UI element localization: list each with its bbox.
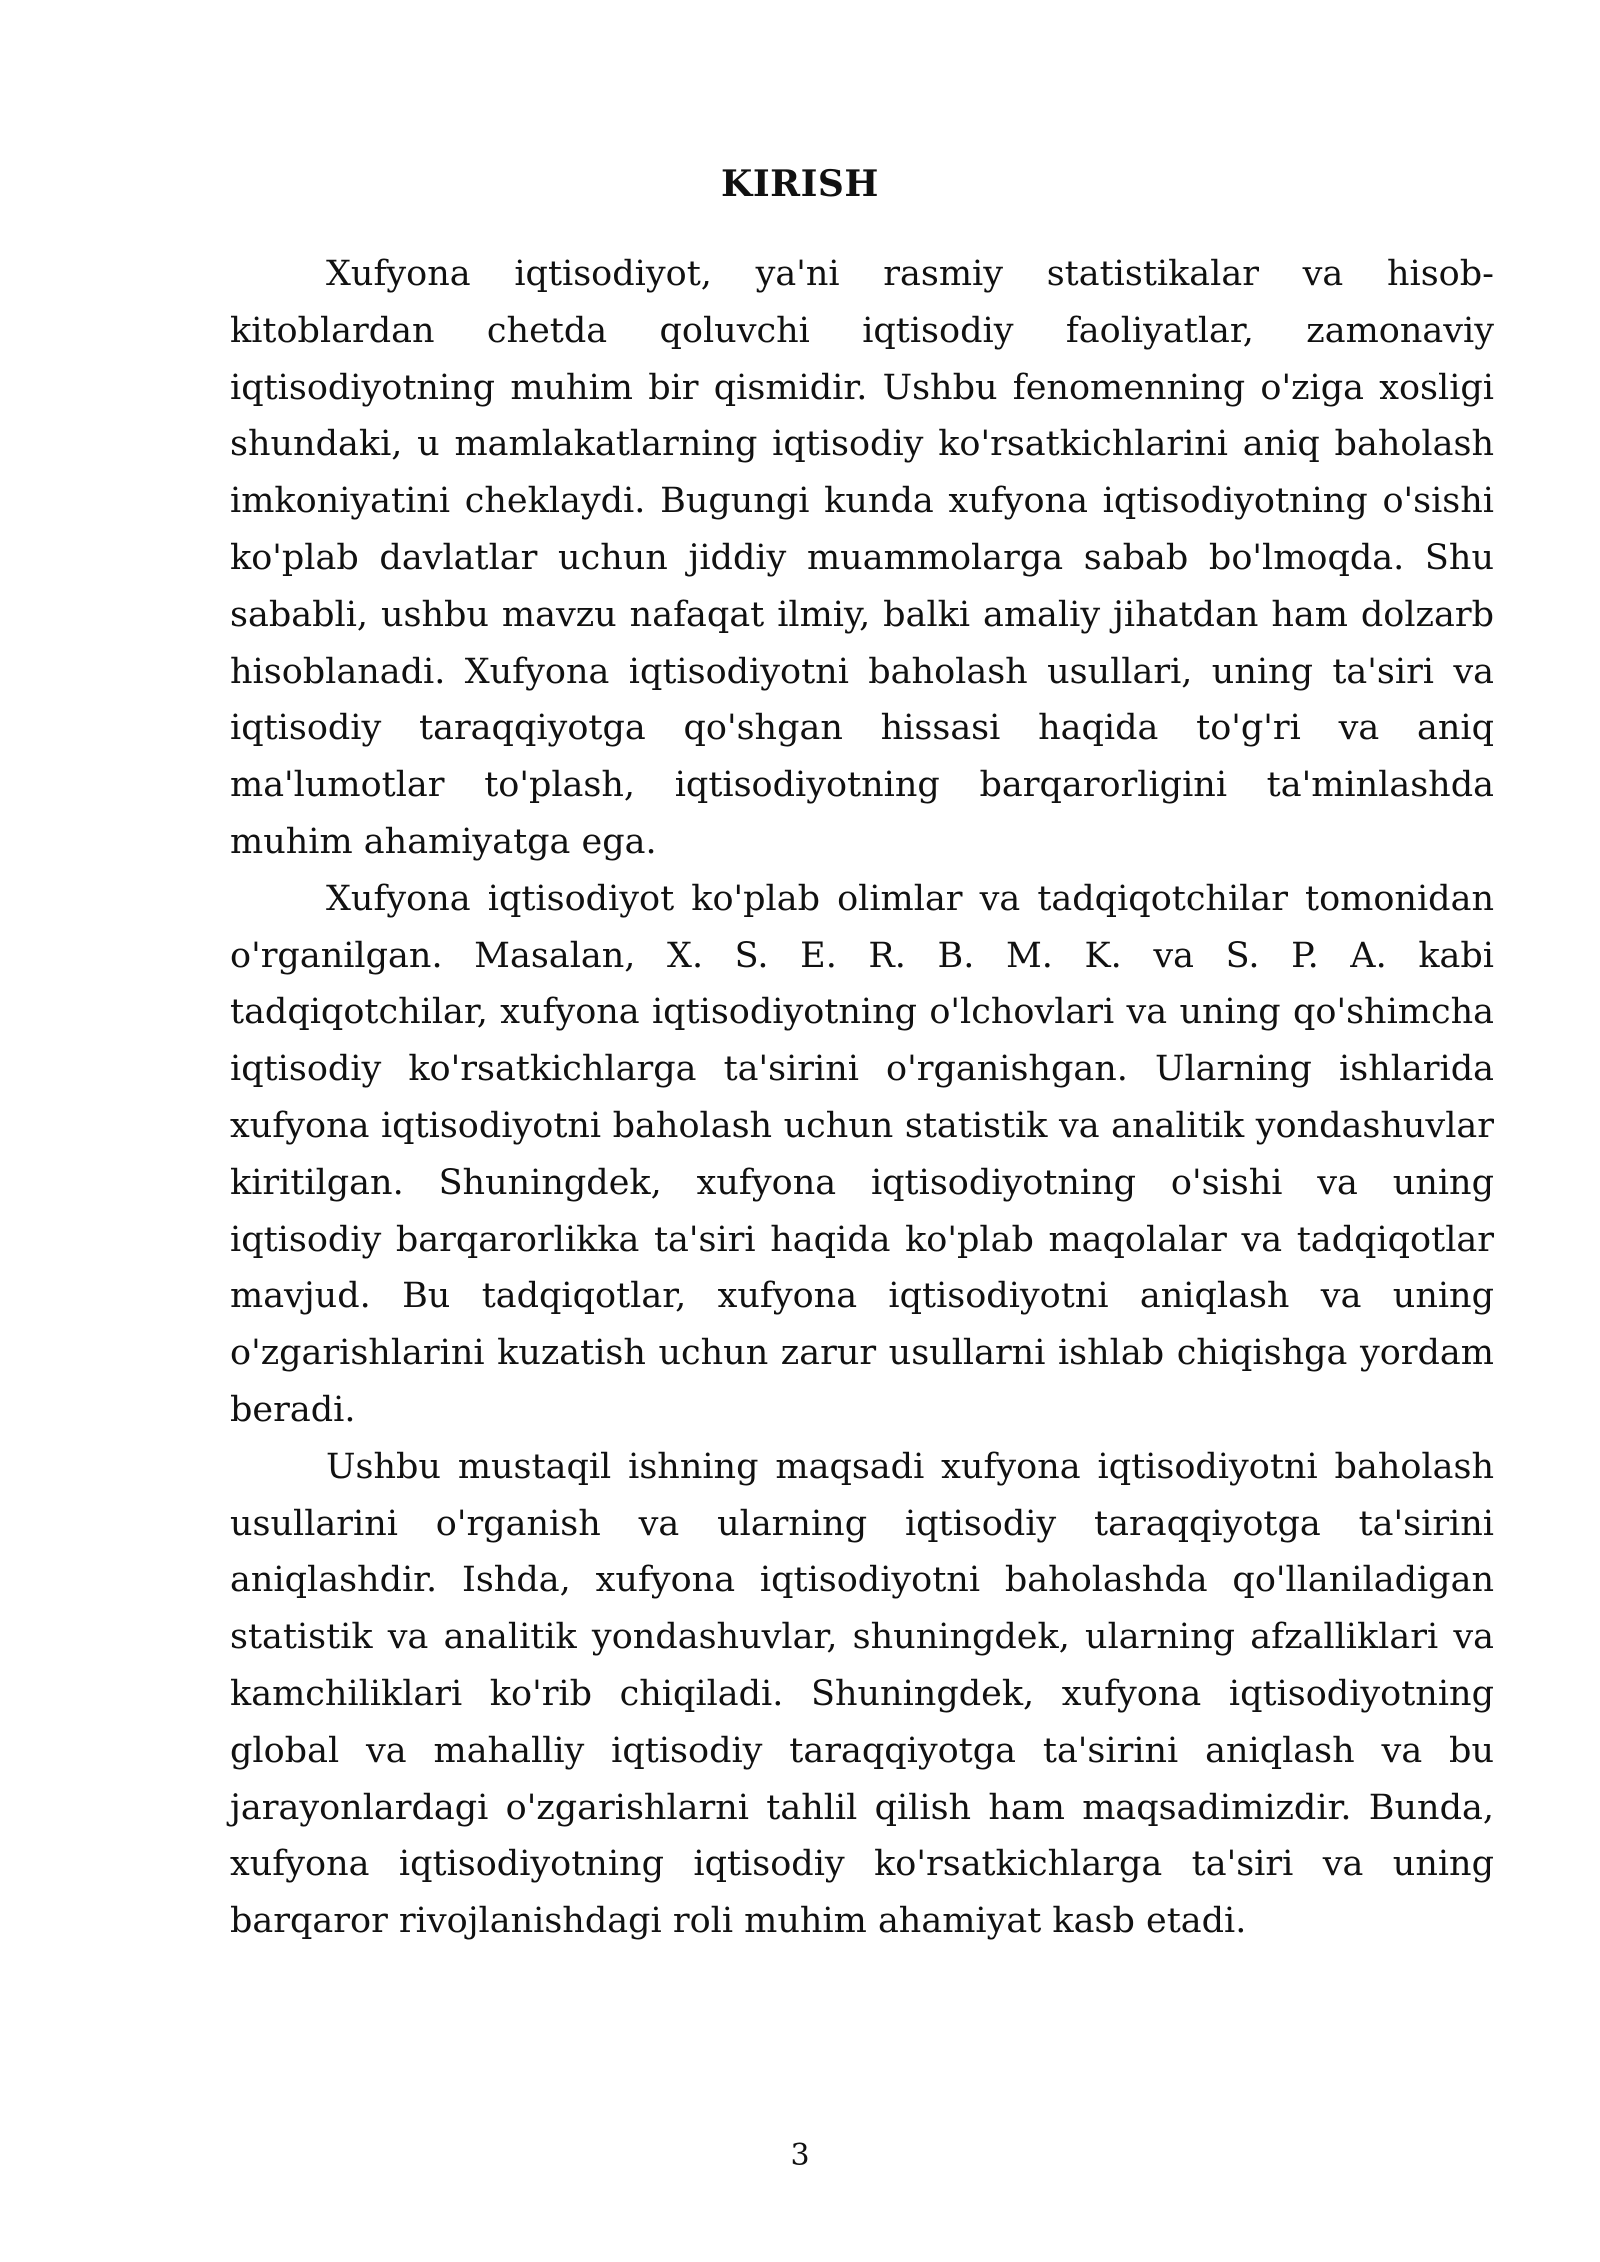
body-text bbox=[230, 246, 1494, 1950]
paragraph-2: Xufyona iqtisodiyot ko'plab olimlar va tadqiqotchilar tomonidan o'rganilgan. Masalan, X. S. E. R. B. M. K. va S. P. A. kabi tadqiqotchilar, xufyona iqtisodiyotning o'lchovlari va uning qo'shimcha iqtisodiy ko'rsatkichlarga ta'sirini o'rganishgan. Ularning ishlarida xufyona iqtisodiyotni baholash uchun statistik va analitik yondashuvlar kiritilgan. Shuningdek, xufyona iqtisodiyotning o'sishi va uning iqtisodiy barqarorlikka ta'siri haqida ko'plab maqolalar va tadqiqotlar mavjud. Bu tadqiqotlar, xufyona iqtisodiyotni aniqlash va uning o'zgarishlarini kuzatish uchun zarur usullarni ishlab chiqishga yordam beradi. bbox=[230, 878, 1494, 1430]
paragraph-1: Xufyona iqtisodiyot, ya'ni rasmiy statistikalar va hisob-kitoblardan chetda qoluvchi iqtisodiy faoliyatlar, zamonaviy iqtisodiyotning muhim bir qismidir. Ushbu fenomenning o'ziga xosligi shundaki, u mamlakatlarning iqtisodiy ko'rsatkichlarini aniq baholash imkoniyatini cheklaydi. Bugungi kunda xufyona iqtisodiyotning o'sishi ko'plab davlatlar uchun jiddiy muammolarga sabab bo'lmoqda. Shu sababli, ushbu mavzu nafaqat ilmiy, balki amaliy jihatdan ham dolzarb hisoblanadi. Xufyona iqtisodiyotni baholash usullari, uning ta'siri va iqtisodiy taraqqiyotga qo'shgan hissasi haqida to'g'ri va aniq ma'lumotlar to'plash, iqtisodiyotning barqarorligini ta'minlashda muhim ahamiyatga ega. bbox=[230, 254, 1494, 862]
page-number: 3 bbox=[790, 2138, 810, 2173]
paragraph-3: Ushbu mustaqil ishning maqsadi xufyona iqtisodiyotni baholash usullarini o'rganish va ularning iqtisodiy taraqqiyotga ta'sirini aniqlashdir. Ishda, xufyona iqtisodiyotni baholashda qo'llaniladigan statistik va analitik yondashuvlar, shuningdek, ularning afzalliklari va kamchiliklari ko'rib chiqiladi. Shuningdek, xufyona iqtisodiyotning global va mahalliy iqtisodiy taraqqiyotga ta'sirini aniqlash va bu jarayonlardagi o'zgarishlarni tahlil qilish ham maqsadimizdir. Bunda, xufyona iqtisodiyotning iqtisodiy ko'rsatkichlarga ta'siri va uning barqaror rivojlanishdagi roli muhim ahamiyat kasb etadi. bbox=[230, 1446, 1494, 1942]
section-heading: KIRISH bbox=[721, 163, 879, 205]
